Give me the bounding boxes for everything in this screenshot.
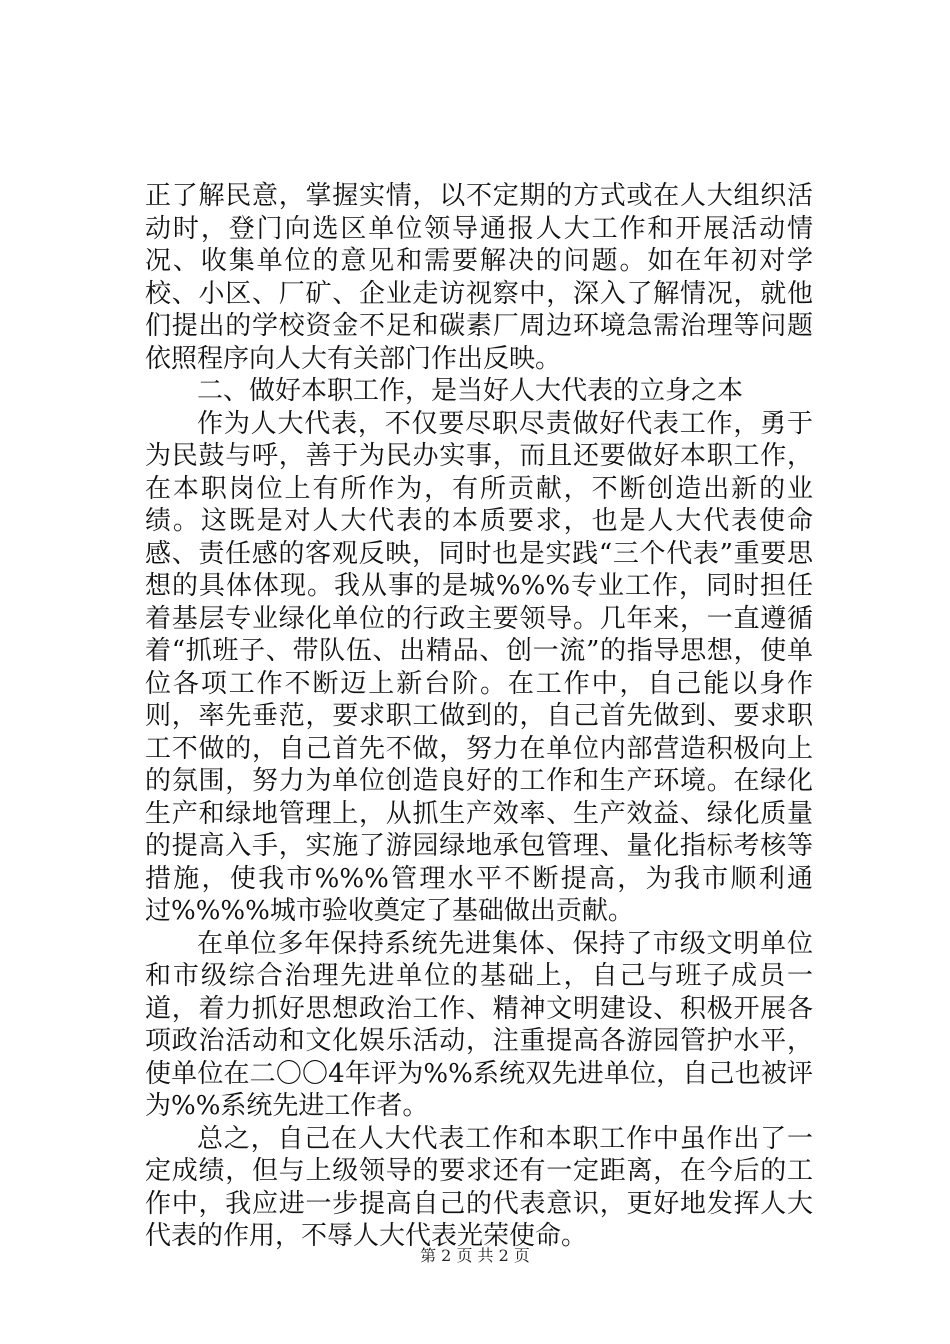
section-heading: 二、做好本职工作，是当好人大代表的立身之本 (197, 376, 744, 406)
paragraph-achievements: 在单位多年保持系统先进集体、保持了市级文明单位和市级综合治理先进单位的基础上，自己与班子成员一道，着力抓好思想政治工作、精神文明建设、积极开展各项政治活动和文化娱乐活动，注重提高各游园管护水平，使单位在二〇〇4年评为%%系统双先进单位，自己也被评为%%系统先进工作者。 (145, 928, 813, 1121)
document-body (145, 180, 813, 1253)
paragraph-main-duty: 作为人大代表，不仅要尽职尽责做好代表工作，勇于为民鼓与呼，善于为民办实事，而且还要做好本职工作，在本职岗位上有所作为，有所贡献，不断创造出新的业绩。这既是对人大代表的本质要求，也是人大代表使命感、责任感的客观反映，同时也是实践“三个代表”重要思想的具体体现。我从事的是城%%%专业工作，同时担任着基层专业绿化单位的行政主要领导。几年来，一直遵循着“抓班子、带队伍、出精品、创一流”的指导思想，使单位各项工作不断迈上新台阶。在工作中，自己能以身作则，率先垂范，要求职工做到的，自己首先做到、要求职工不做的，自己首先不做，努力在单位内部营造积极向上的氛围，努力为单位创造良好的工作和生产环境。在绿化生产和绿地管理上，从抓生产效率、生产效益、绿化质量的提高入手，实施了游园绿地承包管理、量化指标考核等措施，使我市%%%管理水平不断提高，为我市顺利通过%%%%城市验收奠定了基础做出贡献。 (145, 408, 813, 926)
page-number-footer: 第 2 页 共 2 页 (420, 1246, 530, 1265)
paragraph-conclusion: 总之，自己在人大代表工作和本职工作中虽作出了一定成绩，但与上级领导的要求还有一定距离，在今后的工作中，我应进一步提高自己的代表意识，更好地发挥人大代表的作用，不辱人大代表光荣使命。 (145, 1123, 813, 1251)
paragraph-continuation: 正了解民意，掌握实情，以不定期的方式或在人大组织活动时，登门向选区单位领导通报人大工作和开展活动情况、收集单位的意见和需要解决的问题。如在年初对学校、小区、厂矿、企业走访视察中，深入了解情况，就他们提出的学校资金不足和碳素厂周边环境急需治理等问题依照程序向人大有关部门作出反映。 (145, 181, 813, 374)
